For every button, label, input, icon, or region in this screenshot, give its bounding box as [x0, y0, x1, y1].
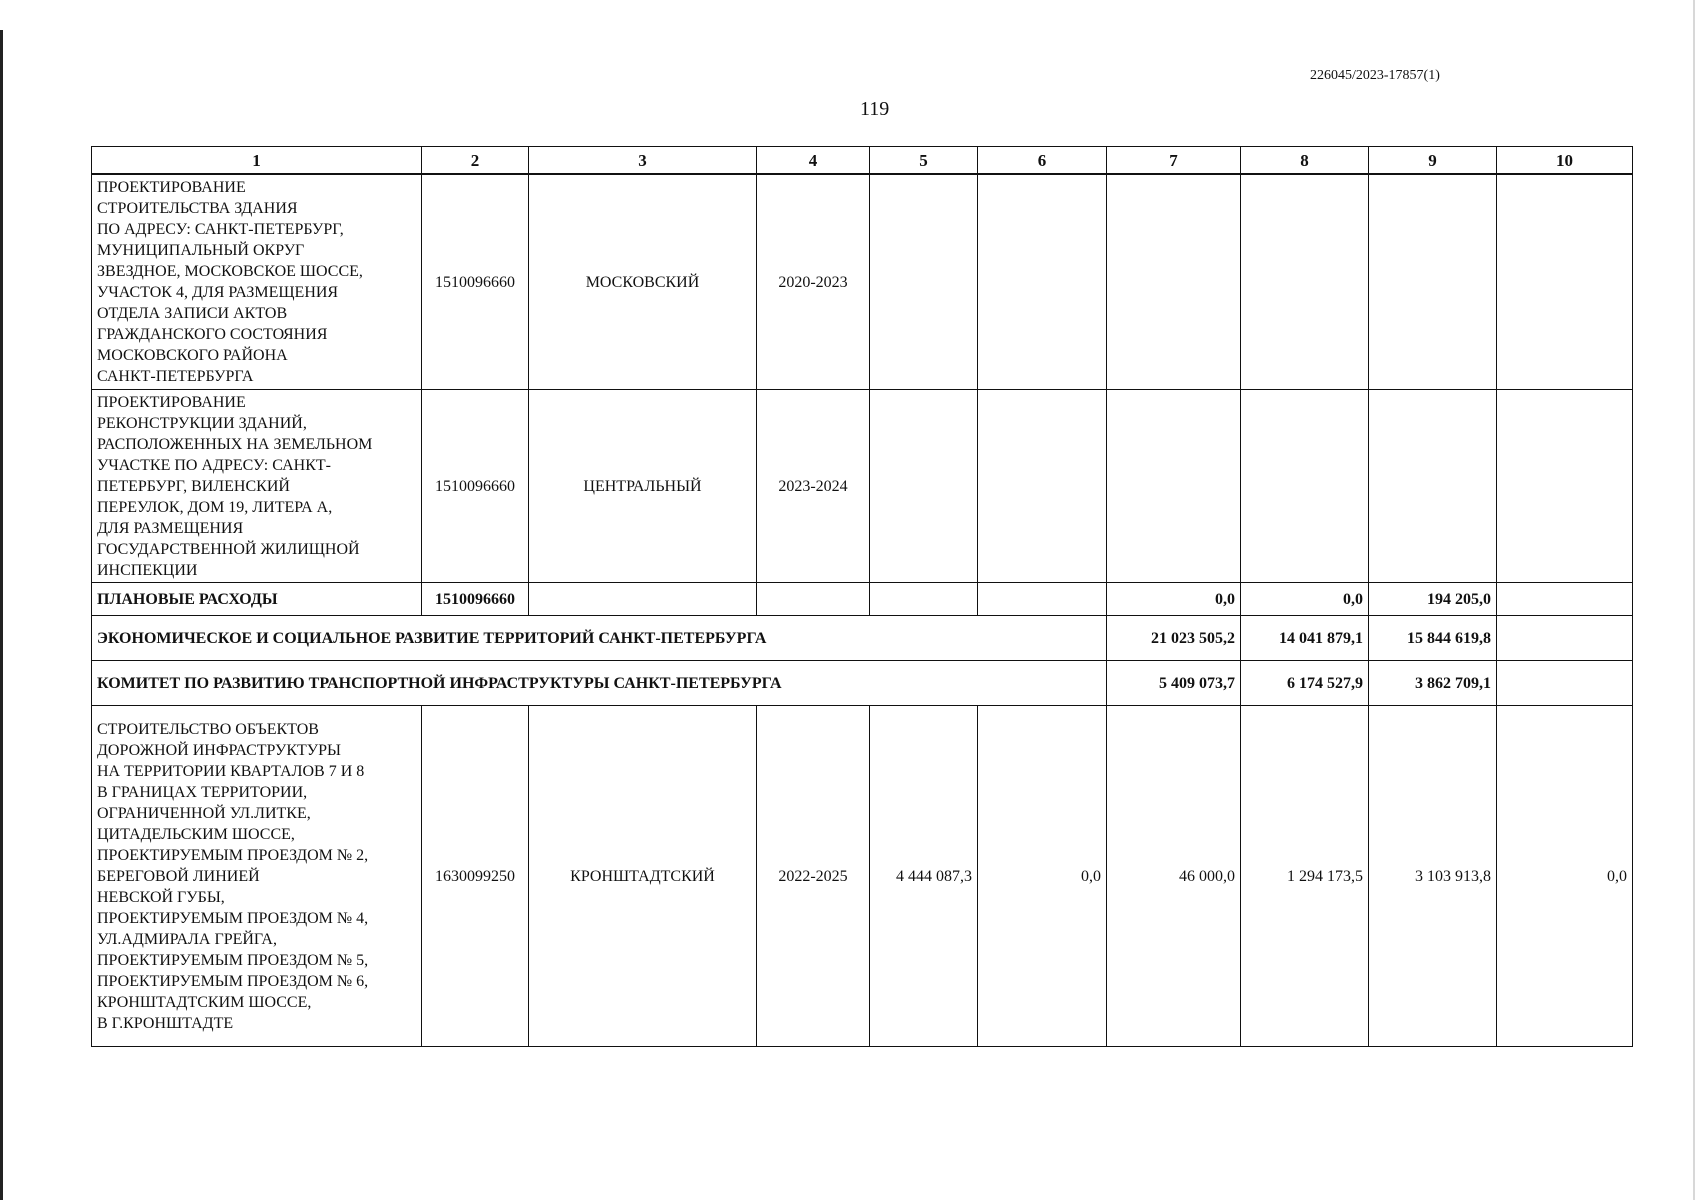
value-col7: 5 409 073,7	[1107, 661, 1241, 706]
name-line: СТРОИТЕЛЬСТВА ЗДАНИЯ	[97, 200, 298, 217]
name-line: ОТДЕЛА ЗАПИСИ АКТОВ	[97, 305, 288, 322]
table-row	[92, 174, 1633, 390]
column-header: 1	[92, 147, 422, 175]
empty-cell	[978, 174, 1107, 390]
empty-cell	[978, 390, 1107, 583]
value-col5: 4 444 087,3	[870, 706, 978, 1047]
name-line: ИНСПЕКЦИИ	[97, 561, 198, 579]
name-line: ПРОЕКТИРУЕМЫМ ПРОЕЗДОМ № 2,	[97, 846, 369, 864]
value-col8: 0,0	[1241, 583, 1369, 616]
name-line: БЕРЕГОВОЙ ЛИНИЕЙ	[97, 867, 260, 885]
code-cell: 1630099250	[422, 706, 529, 1047]
district-cell: КРОНШТАДТСКИЙ	[529, 706, 757, 1047]
value-col9: 194 205,0	[1369, 583, 1497, 616]
name-line: ПРОЕКТИРОВАНИЕ	[97, 393, 246, 411]
empty-cell	[1107, 174, 1241, 390]
column-header: 3	[529, 147, 757, 175]
name-line: НЕВСКОЙ ГУБЫ,	[97, 888, 225, 906]
value-col10: 0,0	[1497, 706, 1633, 1047]
empty-cell	[1497, 174, 1633, 390]
empty-cell	[1241, 174, 1369, 390]
district-cell: МОСКОВСКИЙ	[529, 174, 757, 390]
column-header: 5	[870, 147, 978, 175]
value-col8: 1 294 173,5	[1241, 706, 1369, 1047]
value-col9: 15 844 619,8	[1369, 616, 1497, 661]
table-row	[92, 390, 1633, 583]
budget-table	[91, 146, 1633, 1047]
empty-cell	[757, 583, 870, 616]
project-name-cell	[92, 174, 422, 390]
column-header: 7	[1107, 147, 1241, 175]
name-line: ОГРАНИЧЕННОЙ УЛ.ЛИТКЕ,	[97, 804, 311, 822]
empty-cell	[870, 390, 978, 583]
value-col6: 0,0	[978, 706, 1107, 1047]
name-line: ГРАЖДАНСКОГО СОСТОЯНИЯ	[97, 326, 328, 343]
empty-cell	[1241, 390, 1369, 583]
name-line: ПРОЕКТИРУЕМЫМ ПРОЕЗДОМ № 5,	[97, 951, 369, 969]
empty-cell	[1497, 661, 1633, 706]
empty-cell	[1497, 616, 1633, 661]
name-line: ДОРОЖНОЙ ИНФРАСТРУКТУРЫ	[97, 741, 341, 759]
name-line: ГОСУДАРСТВЕННОЙ ЖИЛИЩНОЙ	[97, 540, 360, 558]
column-header: 2	[422, 147, 529, 175]
code-cell: 1510096660	[422, 174, 529, 390]
column-header: 4	[757, 147, 870, 175]
name-line: РЕКОНСТРУКЦИИ ЗДАНИЙ,	[97, 414, 307, 432]
name-line: ЗВЕЗДНОЕ, МОСКОВСКОЕ ШОССЕ,	[97, 263, 363, 280]
name-line: МОСКОВСКОГО РАЙОНА	[97, 347, 288, 364]
column-header: 9	[1369, 147, 1497, 175]
name-line: МУНИЦИПАЛЬНЫЙ ОКРУГ	[97, 242, 305, 259]
empty-cell	[1369, 174, 1497, 390]
column-header: 8	[1241, 147, 1369, 175]
name-line: СТРОИТЕЛЬСТВО ОБЪЕКТОВ	[97, 720, 319, 738]
committee-total-row	[92, 661, 1633, 706]
planned-expenses-row	[92, 583, 1633, 616]
project-name-cell	[92, 390, 422, 583]
period-cell: 2022-2025	[757, 706, 870, 1047]
committee-title: КОМИТЕТ ПО РАЗВИТИЮ ТРАНСПОРТНОЙ ИНФРАСТРУКТУРЫ САНКТ-ПЕТЕРБУРГА	[92, 661, 1107, 706]
value-col7: 21 023 505,2	[1107, 616, 1241, 661]
column-header: 10	[1497, 147, 1633, 175]
name-line: ПРОЕКТИРУЕМЫМ ПРОЕЗДОМ № 6,	[97, 972, 369, 990]
period-cell: 2023-2024	[757, 390, 870, 583]
code-cell: 1510096660	[422, 583, 529, 616]
empty-cell	[978, 583, 1107, 616]
value-col9: 3 862 709,1	[1369, 661, 1497, 706]
planned-expenses-label: ПЛАНОВЫЕ РАСХОДЫ	[92, 583, 422, 616]
empty-cell	[870, 174, 978, 390]
empty-cell	[1369, 390, 1497, 583]
name-line: УЧАСТОК 4, ДЛЯ РАЗМЕЩЕНИЯ	[97, 284, 339, 301]
name-line: УЧАСТКЕ ПО АДРЕСУ: САНКТ-	[97, 456, 332, 474]
period-cell: 2020-2023	[757, 174, 870, 390]
name-line: В ГРАНИЦАХ ТЕРРИТОРИИ,	[97, 783, 308, 801]
name-line: ПРОЕКТИРУЕМЫМ ПРОЕЗДОМ № 4,	[97, 909, 369, 927]
value-col9: 3 103 913,8	[1369, 706, 1497, 1047]
name-line: ПРОЕКТИРОВАНИЕ	[97, 179, 246, 196]
code-cell: 1510096660	[422, 390, 529, 583]
project-name-cell	[92, 706, 422, 1047]
empty-cell	[1107, 390, 1241, 583]
column-header: 6	[978, 147, 1107, 175]
empty-cell	[529, 583, 757, 616]
name-line: САНКТ-ПЕТЕРБУРГА	[97, 368, 254, 385]
page-number: 119	[860, 98, 890, 120]
section-total-row	[92, 616, 1633, 661]
name-line: КРОНШТАДТСКИМ ШОССЕ,	[97, 993, 312, 1011]
name-line: ПЕТЕРБУРГ, ВИЛЕНСКИЙ	[97, 477, 290, 495]
table-header-row	[92, 147, 1633, 175]
scan-edge-left	[0, 30, 3, 1200]
value-col8: 6 174 527,9	[1241, 661, 1369, 706]
name-line: ЦИТАДЕЛЬСКИМ ШОССЕ,	[97, 825, 295, 843]
name-line: ПЕРЕУЛОК, ДОМ 19, ЛИТЕРА А,	[97, 498, 333, 516]
value-col8: 14 041 879,1	[1241, 616, 1369, 661]
section-title: ЭКОНОМИЧЕСКОЕ И СОЦИАЛЬНОЕ РАЗВИТИЕ ТЕРРИТОРИЙ САНКТ-ПЕТЕРБУРГА	[92, 616, 1107, 661]
empty-cell	[870, 583, 978, 616]
value-col7: 46 000,0	[1107, 706, 1241, 1047]
document-number: 226045/2023-17857(1)	[1310, 68, 1440, 83]
name-line: В Г.КРОНШТАДТЕ	[97, 1014, 234, 1032]
name-line: РАСПОЛОЖЕННЫХ НА ЗЕМЕЛЬНОМ	[97, 435, 373, 453]
empty-cell	[1497, 583, 1633, 616]
empty-cell	[1497, 390, 1633, 583]
name-line: НА ТЕРРИТОРИИ КВАРТАЛОВ 7 И 8	[97, 762, 365, 780]
name-line: ПО АДРЕСУ: САНКТ-ПЕТЕРБУРГ,	[97, 221, 344, 238]
district-cell: ЦЕНТРАЛЬНЫЙ	[529, 390, 757, 583]
table-row	[92, 706, 1633, 1047]
value-col7: 0,0	[1107, 583, 1241, 616]
name-line: УЛ.АДМИРАЛА ГРЕЙГА,	[97, 930, 277, 948]
name-line: ДЛЯ РАЗМЕЩЕНИЯ	[97, 519, 244, 537]
